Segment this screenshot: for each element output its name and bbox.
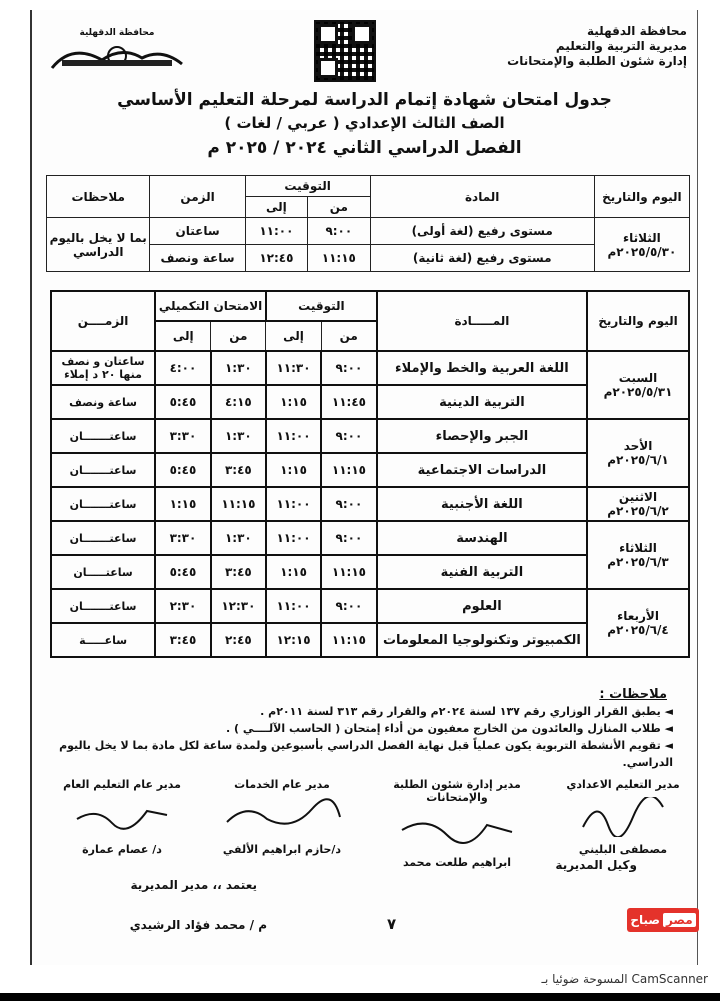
supp-from-cell: ١١:١٥ xyxy=(211,487,266,521)
from-cell: ٩:٠٠ xyxy=(321,419,377,453)
supp-to-cell: ٤:٠٠ xyxy=(155,351,211,385)
from-cell: ١١:١٥ xyxy=(308,245,370,272)
logo-emblem-icon xyxy=(42,38,192,74)
duration-cell: ساعة ونصف xyxy=(51,385,155,419)
day-cell xyxy=(587,589,689,657)
col-from: من xyxy=(321,321,377,351)
day-cell xyxy=(587,521,689,589)
signatory-title: مدير إدارة شئون الطلبة والإمتحانات xyxy=(393,778,521,804)
subject-cell: الهندسة xyxy=(377,521,587,555)
day-name: الاثنين xyxy=(618,490,658,504)
camscanner-label: المسوحة ضوئيا بـ CamScanner xyxy=(541,972,708,986)
to-cell: ١١:٠٠ xyxy=(245,218,307,245)
advanced-level-table xyxy=(46,175,690,272)
supp-from-cell: ١٢:٣٠ xyxy=(211,589,266,623)
note-line: ◄ طلاب المنازل والعائدون من الخارج معفيون من أداء إمتحان ( الحاسب الآلــــي ) . xyxy=(225,722,673,735)
sabah-masr-badge xyxy=(627,908,699,932)
subject-cell: اللغة العربية والخط والإملاء xyxy=(377,351,587,385)
signature-block xyxy=(553,778,693,856)
signature-scrawl-icon xyxy=(222,797,342,837)
day-date: ٢٠٢٥/٥/٣١م xyxy=(603,385,673,399)
day-date: ٢٠٢٥/٦/٤م xyxy=(607,623,669,637)
col-from: من xyxy=(308,197,370,218)
subject-cell: الدراسات الاجتماعية xyxy=(377,453,587,487)
col-duration: الزمــــن xyxy=(51,291,155,351)
bottom-bar xyxy=(0,993,720,1001)
day-cell xyxy=(587,351,689,419)
document-page xyxy=(30,10,698,965)
col-day: اليوم والتاريخ xyxy=(587,291,689,351)
subject-cell: مستوى رفيع (لغة ثانية) xyxy=(370,245,594,272)
subject-cell: اللغة الأجنبية xyxy=(377,487,587,521)
from-cell: ٩:٠٠ xyxy=(308,218,370,245)
col-day: اليوم والتاريخ xyxy=(594,176,689,218)
col-supp-to: إلى xyxy=(155,321,211,351)
to-cell: ١١:٠٠ xyxy=(266,521,321,555)
duration-cell: ساعتـــــان xyxy=(51,555,155,589)
note-line: ◄ يطبق القرار الوزاري رقم ١٣٧ لسنة ٢٠٢٤م والقرار رقم ٣١٣ لسنة ٢٠١١م . xyxy=(260,705,673,718)
subject-cell: الجبر والإحصاء xyxy=(377,419,587,453)
col-supplementary: الامتحان التكميلي xyxy=(155,291,266,321)
governorate-block xyxy=(507,24,687,69)
note-text: يطبق القرار الوزاري رقم ١٣٧ لسنة ٢٠٢٤م والقرار رقم ٣١٣ لسنة ٢٠١١م . xyxy=(260,705,661,718)
notes-section xyxy=(52,686,687,771)
supp-to-cell: ٣:٣٠ xyxy=(155,521,211,555)
col-to: إلى xyxy=(245,197,307,218)
col-supp-from: من xyxy=(211,321,266,351)
signatory-name: د/حازم ابراهيم الألفي xyxy=(222,843,342,856)
col-notes: ملاحظات xyxy=(47,176,150,218)
subject-cell: الكمبيوتر وتكنولوجيا المعلومات xyxy=(377,623,587,657)
term-title: الفصل الدراسي الثاني ٢٠٢٤ / ٢٠٢٥ م xyxy=(207,138,522,158)
duration-cell: ساعتان و نصف منها ٢٠ د إملاء xyxy=(51,351,155,385)
to-cell: ١١:٠٠ xyxy=(266,487,321,521)
signatory-name: د/ عصام عمارة xyxy=(82,843,162,856)
signature-scrawl-icon xyxy=(72,797,172,837)
duration-cell: ساعتـــــــان xyxy=(51,419,155,453)
supp-to-cell: ٢:٣٠ xyxy=(155,589,211,623)
duration-cell: ساعتـــــــان xyxy=(51,589,155,623)
day-cell xyxy=(594,218,689,272)
duration-cell: ساعة ونصف xyxy=(150,245,245,272)
supp-to-cell: ٥:٤٥ xyxy=(155,555,211,589)
to-cell: ١:١٥ xyxy=(266,555,321,589)
badge-brand: صباح xyxy=(630,913,660,927)
from-cell: ٩:٠٠ xyxy=(321,589,377,623)
to-cell: ١٢:١٥ xyxy=(266,623,321,657)
day-name: الثلاثاء xyxy=(623,230,661,245)
day-name: الثلاثاء xyxy=(619,541,657,555)
col-duration: الزمن xyxy=(150,176,245,218)
to-cell: ١١:٠٠ xyxy=(266,419,321,453)
gov-line: محافظة الدقهلية xyxy=(587,24,687,38)
day-name: الأحد xyxy=(623,439,653,453)
supp-from-cell: ٣:٤٥ xyxy=(211,453,266,487)
supp-to-cell: ٣:٣٠ xyxy=(155,419,211,453)
from-cell: ١١:١٥ xyxy=(321,555,377,589)
supp-from-cell: ٤:١٥ xyxy=(211,385,266,419)
badge-suffix: مصر xyxy=(663,913,696,927)
note-text: طلاب المنازل والعائدون من الخارج معفيون من أداء إمتحان ( الحاسب الآلــــي ) . xyxy=(225,722,661,735)
duration-cell: ساعتـــــــان xyxy=(51,521,155,555)
signatory-name: مصطفى البليني xyxy=(578,843,668,856)
table-row xyxy=(47,218,690,245)
notes-heading: ملاحظات : xyxy=(599,687,667,702)
subject-cell: مستوى رفيع (لغة أولى) xyxy=(370,218,594,245)
gov-line: إدارة شئون الطلبة والإمتحانات xyxy=(507,54,687,68)
duration-cell: ساعـــــة xyxy=(51,623,155,657)
note-text: تقويم الأنشطة التربوية يكون عملياً قبل نهاية الفصل الدراسي بأسبوعين ولمدة ساعة لكل مادة بما لا يخل باليوم الدراسي. xyxy=(59,739,673,769)
to-cell: ١٢:٤٥ xyxy=(245,245,307,272)
day-date: ٢٠٢٥/٦/١م xyxy=(607,453,669,467)
director-name: م / محمد فؤاد الرشيدي xyxy=(129,918,267,932)
table-row xyxy=(51,589,689,623)
table-row xyxy=(51,351,689,385)
supp-from-cell: ١:٣٠ xyxy=(211,521,266,555)
col-timing: التوقيت xyxy=(245,176,370,197)
supp-from-cell: ٢:٤٥ xyxy=(211,623,266,657)
from-cell: ٩:٠٠ xyxy=(321,351,377,385)
note-line: ◄ تقويم الأنشطة التربوية يكون عملياً قبل نهاية الفصل الدراسي بأسبوعين ولمدة ساعة لكل مادة بما لا يخل باليوم الدراسي. xyxy=(59,739,673,769)
document-titles xyxy=(32,90,697,158)
signature-block xyxy=(47,778,197,856)
table-row xyxy=(51,419,689,453)
signature-scrawl-icon xyxy=(578,797,668,837)
day-cell xyxy=(587,487,689,521)
approval-label: يعتمد ،، مدير المديرية xyxy=(130,878,257,892)
main-schedule-table xyxy=(50,290,690,658)
duration-cell: ساعتان xyxy=(150,218,245,245)
duration-cell: ساعتـــــــان xyxy=(51,453,155,487)
supp-to-cell: ٣:٤٥ xyxy=(155,623,211,657)
col-subject: المـــــادة xyxy=(377,291,587,351)
signatory-name: ابراهيم طلعت محمد xyxy=(402,856,512,869)
supp-from-cell: ١:٣٠ xyxy=(211,351,266,385)
page-number: ٧ xyxy=(387,915,397,933)
from-cell: ١١:٤٥ xyxy=(321,385,377,419)
supp-from-cell: ١:٣٠ xyxy=(211,419,266,453)
to-cell: ١١:٠٠ xyxy=(266,589,321,623)
from-cell: ١١:١٥ xyxy=(321,453,377,487)
subject-cell: التربية الفنية xyxy=(377,555,587,589)
supp-to-cell: ١:١٥ xyxy=(155,487,211,521)
logo-caption: محافظة الدقهلية xyxy=(79,28,155,38)
subject-cell: العلوم xyxy=(377,589,587,623)
signature-block xyxy=(207,778,357,856)
qr-code xyxy=(314,20,376,82)
col-subject: المادة xyxy=(370,176,594,218)
signatory-title: مدير التعليم الاعدادي xyxy=(566,778,680,791)
gov-line: مديرية التربية والتعليم xyxy=(555,39,687,53)
duration-cell: ساعتـــــــان xyxy=(51,487,155,521)
day-date: ٢٠٢٥/٥/٣٠م xyxy=(607,244,677,259)
day-name: الأربعاء xyxy=(617,609,659,623)
signature-scrawl-icon xyxy=(397,810,517,850)
document-header xyxy=(32,18,697,98)
table-row xyxy=(51,487,689,521)
day-date: ٢٠٢٥/٦/٣م xyxy=(607,555,669,569)
day-cell xyxy=(587,419,689,487)
subject-cell: التربية الدينية xyxy=(377,385,587,419)
to-cell: ١١:٣٠ xyxy=(266,351,321,385)
to-cell: ١:١٥ xyxy=(266,385,321,419)
to-cell: ١:١٥ xyxy=(266,453,321,487)
day-date: ٢٠٢٥/٦/٢م xyxy=(607,504,669,518)
supp-to-cell: ٥:٤٥ xyxy=(155,453,211,487)
ministry-logo xyxy=(42,28,192,78)
col-timing: التوقيت xyxy=(266,291,377,321)
day-name: السبت xyxy=(618,371,658,385)
table-row xyxy=(51,521,689,555)
from-cell: ٩:٠٠ xyxy=(321,521,377,555)
grade-title: الصف الثالث الإعدادي ( عربي / لغات ) xyxy=(224,114,505,132)
signatory-title: مدير عام التعليم العام xyxy=(63,778,181,791)
col-to: إلى xyxy=(266,321,321,351)
from-cell: ١١:١٥ xyxy=(321,623,377,657)
schedule-body xyxy=(51,351,689,657)
main-title: جدول امتحان شهادة إتمام الدراسة لمرحلة التعليم الأساسي xyxy=(117,90,612,110)
supp-from-cell: ٣:٤٥ xyxy=(211,555,266,589)
notes-cell: بما لا يخل باليوم الدراسي xyxy=(47,218,150,272)
from-cell: ٩:٠٠ xyxy=(321,487,377,521)
supp-to-cell: ٥:٤٥ xyxy=(155,385,211,419)
deputy-label: وكيل المديرية xyxy=(555,858,637,872)
signatory-title: مدير عام الخدمات xyxy=(234,778,330,791)
signature-block xyxy=(367,778,547,869)
